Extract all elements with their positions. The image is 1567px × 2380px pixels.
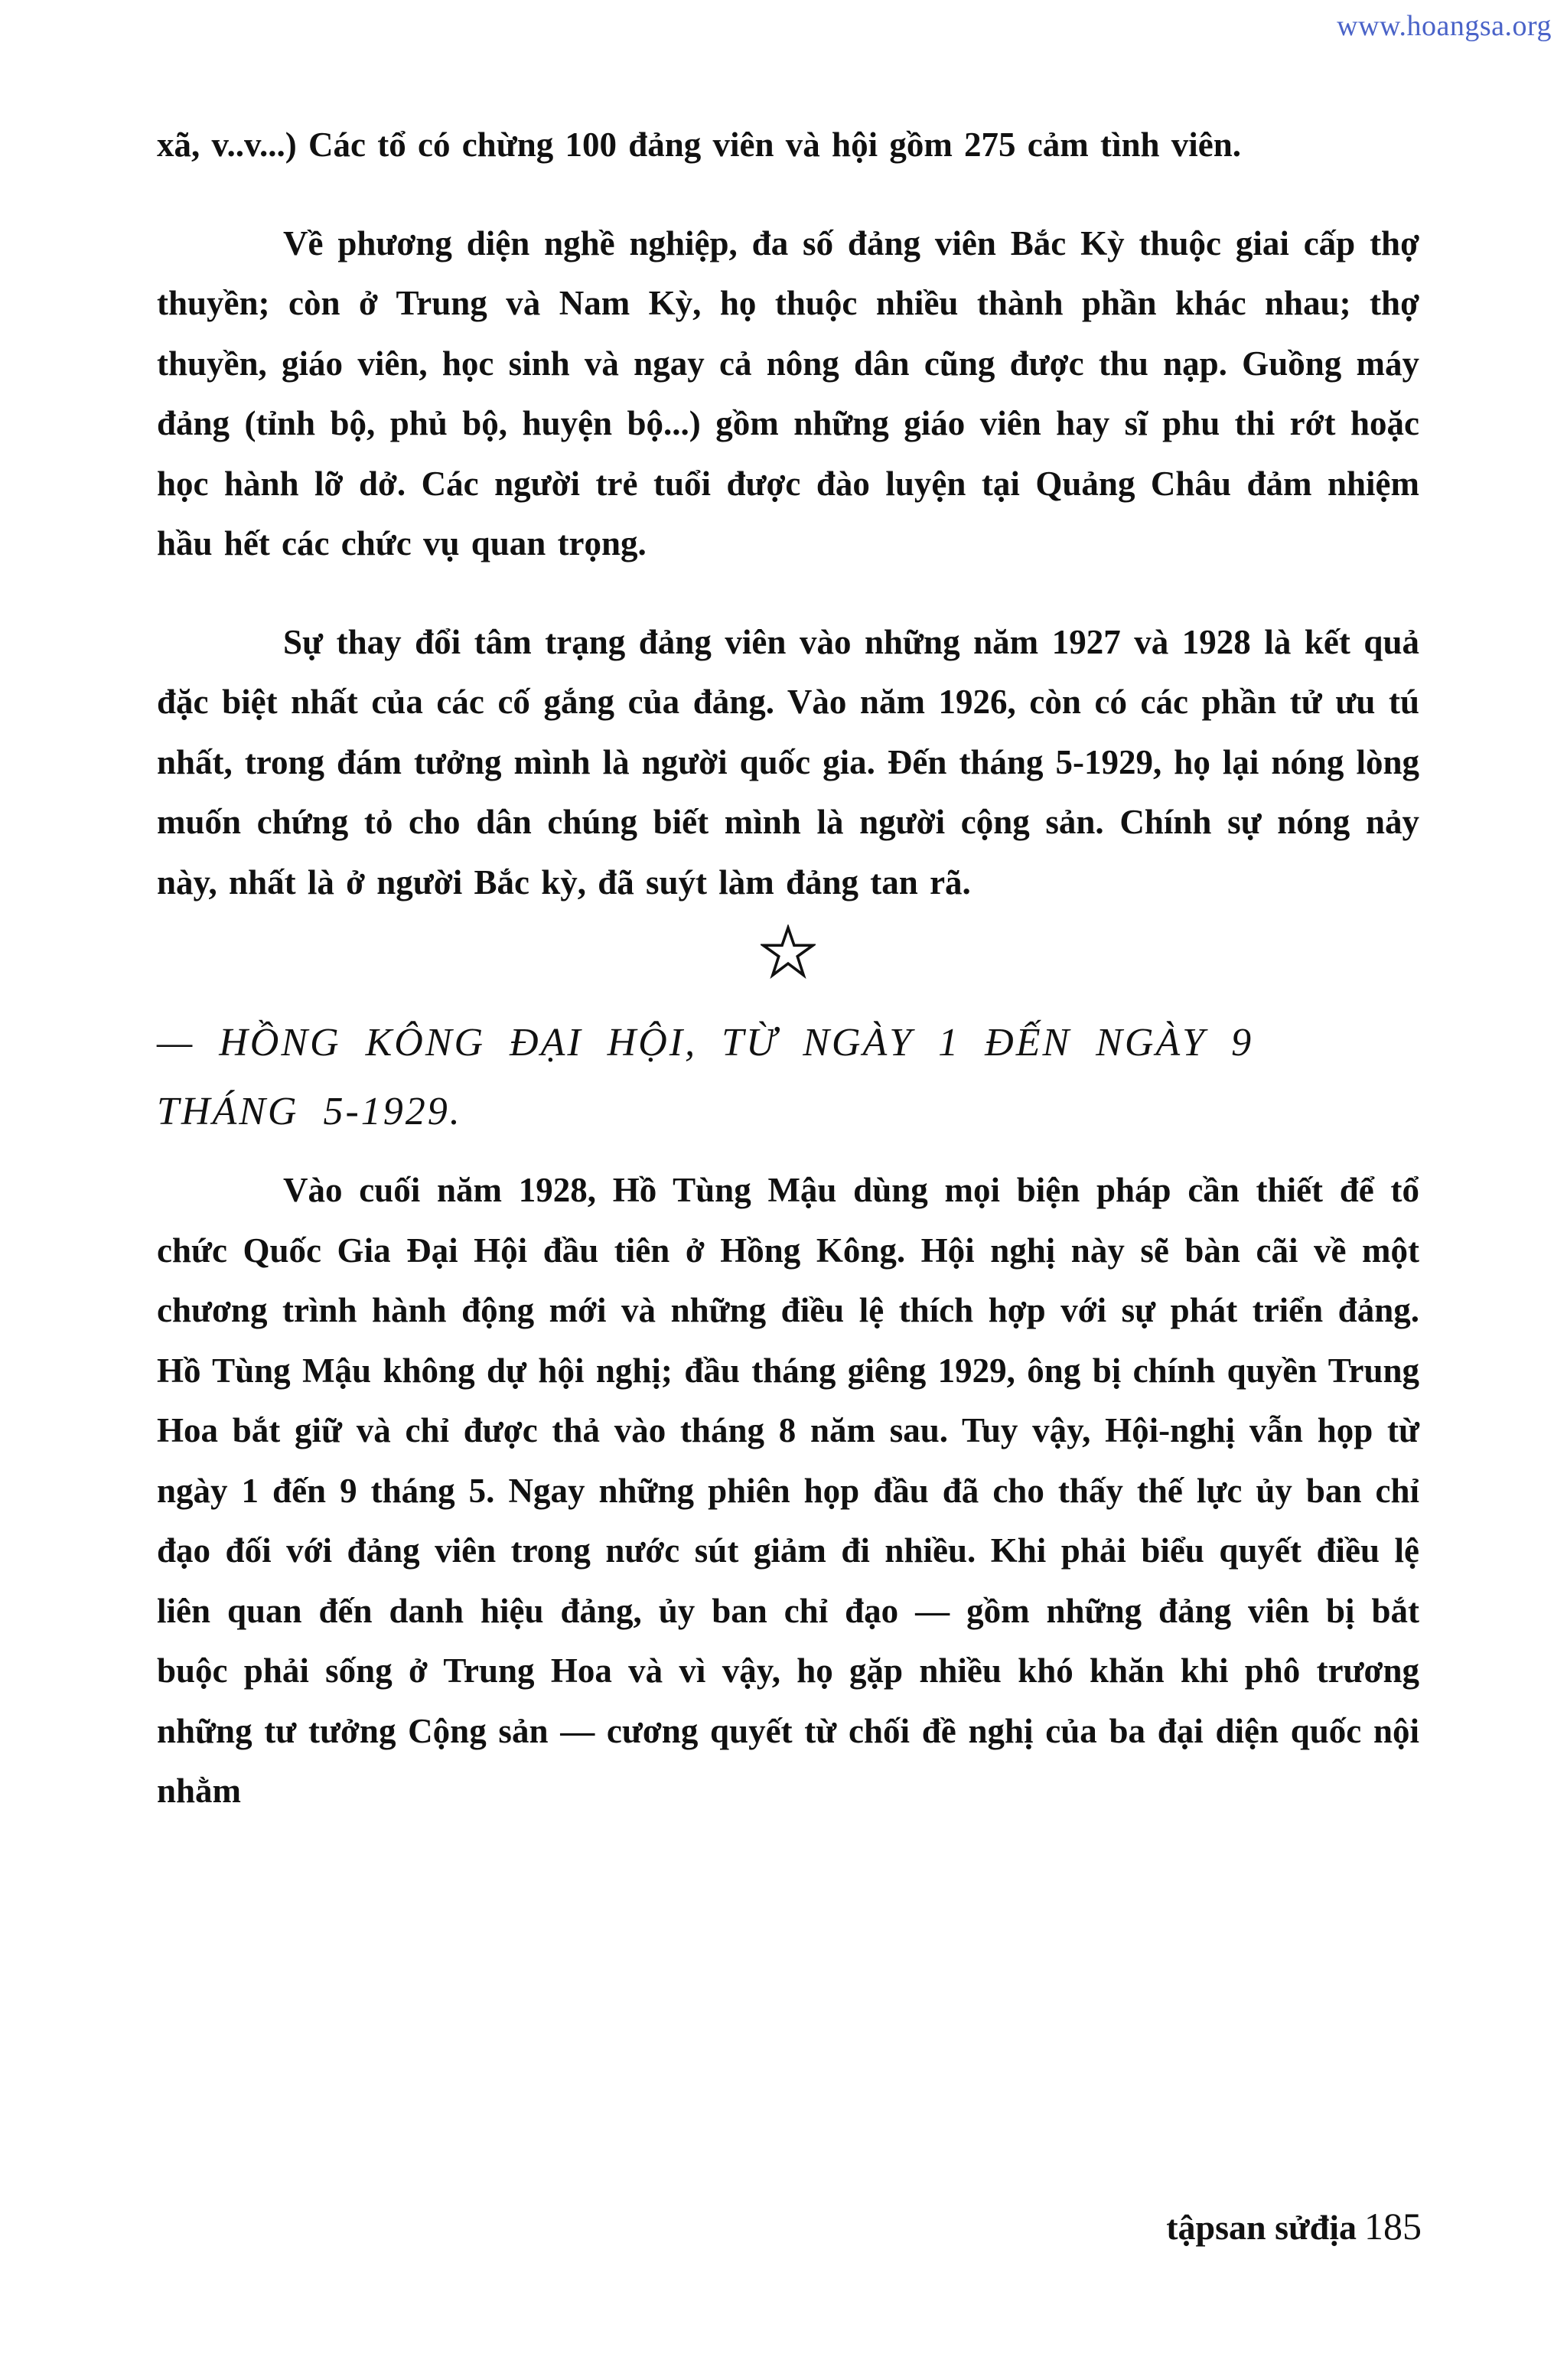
paragraph-2: Về phương diện nghề nghiệp, đa số đảng viên Bắc Kỳ thuộc giai cấp thợ thuyền; còn ở Trung và Nam Kỳ, họ thuộc nhiều thành phần khác nhau; thợ thuyền, giáo viên, học sinh và ngay cả nông dân cũng được thu nạp. Guồng máy đảng (tỉnh bộ, phủ bộ, huyện bộ...) gồm những giáo viên hay sĩ phu thi rớt hoặc học hành lỡ dở. Các người trẻ tuổi được đào luyện tại Quảng Châu đảm nhiệm hầu hết các chức vụ quan trọng. xyxy=(157,223,1419,562)
page-body xyxy=(157,115,1419,1821)
paragraph-1: xã, v..v...) Các tổ có chừng 100 đảng viên và hội gồm 275 cảm tình viên. xyxy=(157,126,1242,164)
section-heading: — HỒNG KÔNG ĐẠI HỘI, TỪ NGÀY 1 ĐẾN NGÀY 9 THÁNG 5-1929. xyxy=(157,1021,1254,1133)
paragraph-3: Sự thay đổi tâm trạng đảng viên vào những năm 1927 và 1928 là kết quả đặc biệt nhất của các cố gắng của đảng. Vào năm 1926, còn có các phần tử ưu tú nhất, trong đám tưởng mình là người quốc gia. Đến tháng 5-1929, họ lại nóng lòng muốn chứng tỏ cho dân chúng biết mình là người cộng sản. Chính sự nóng nảy này, nhất là ở người Bắc kỳ, đã suýt làm đảng tan rã. xyxy=(157,622,1419,901)
page-number: 185 xyxy=(1364,2205,1422,2248)
separator xyxy=(157,924,1419,993)
paragraph-4: Vào cuối năm 1928, Hồ Tùng Mậu dùng mọi biện pháp cần thiết để tổ chức Quốc Gia Đại Hội đầu tiên ở Hồng Kông. Hội nghị này sẽ bàn cãi về một chương trình hành động mới và những điều lệ thích hợp với sự phát triển đảng. Hồ Tùng Mậu không dự hội nghị; đầu tháng giêng 1929, ông bị chính quyền Trung Hoa bắt giữ và chỉ được thả vào tháng 8 năm sau. Tuy vậy, Hội-nghị vẫn họp từ ngày 1 đến 9 tháng 5. Ngay những phiên họp đầu đã cho thấy thế lực ủy ban chỉ đạo đối với đảng viên trong nước sút giảm đi nhiều. Khi phải biểu quyết điều lệ liên quan đến danh hiệu đảng, ủy ban chỉ đạo — gồm những đảng viên bị bắt buộc phải sống ở Trung Hoa và vì vậy, họ gặp nhiều khó khăn khi phô trương những tư tưởng Cộng sản — cương quyết từ chối đề nghị của ba đại diện quốc nội nhằm xyxy=(157,1171,1419,1810)
star-outline-icon xyxy=(761,924,816,980)
publication-name: tậpsan sửđịa xyxy=(1166,2208,1357,2247)
watermark: www.hoangsa.org xyxy=(1337,10,1552,42)
page-footer xyxy=(1166,2204,1422,2248)
